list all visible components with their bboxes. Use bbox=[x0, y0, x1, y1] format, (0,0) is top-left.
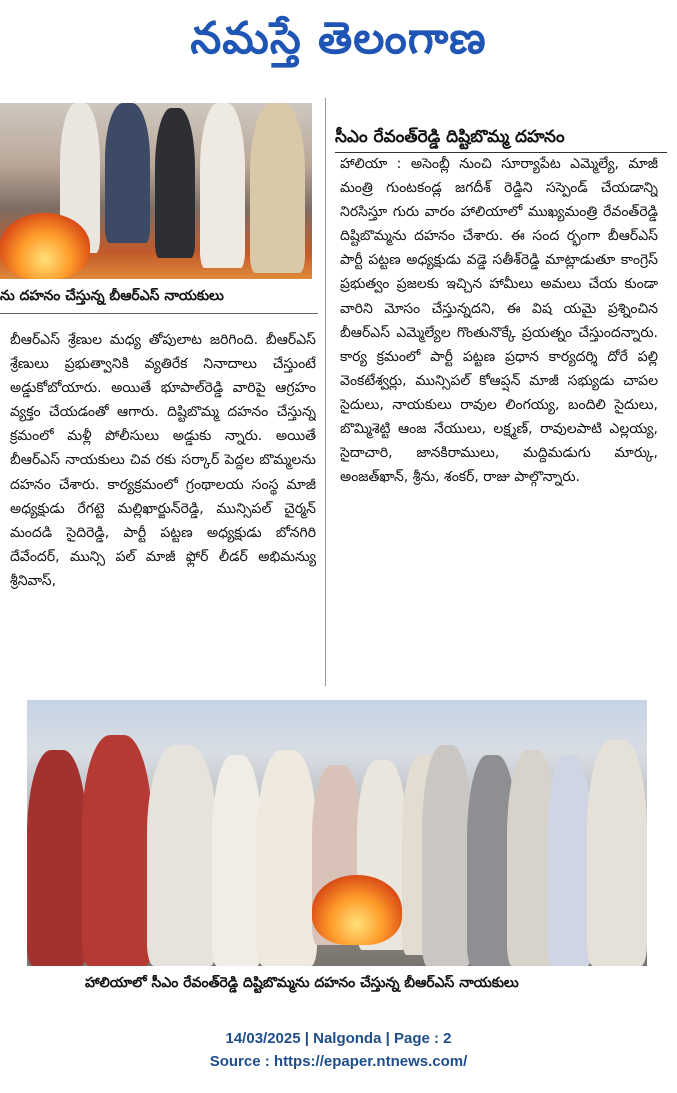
article-body-left bbox=[10, 328, 316, 688]
caption-divider bbox=[0, 313, 318, 314]
left-column-text: బీఆర్ఎస్ శ్రేణుల మధ్య తోపులాట జరిగింది. బీఆర్ఎస్ శ్రేణులు ప్రభుత్వానికి వ్యతిరేక నినాదాలు చేస్తుంటే అడ్డుకోబోయారు. అయితే భూపాల్‌రెడ్డి వారిపై ఆగ్రహం వ్యక్తం చేయడంతో ఆగారు. దిష్టిబొమ్మ దహనం చేస్తున్న క్రమంలో మళ్లీ పోలీసులు అడ్డుకు న్నారు. అయితే బీఆర్ఎస్ నాయకులు చివ రకు సర్కార్ పెద్దల బొమ్మలను దహనం చేశారు. కార్యక్రమంలో గ్రంథాలయ సంస్థ మాజీ అధ్యక్షుడు రేగట్టె మల్లిఖార్జున్‌రెడ్డి, మున్సిపల్ చైర్మన్ మందడి సైదిరెడ్డి, పార్టీ పట్టణ అధ్యక్షుడు బోనగిరి దేవేందర్, మున్సి పల్ మాజీ ఫ్లోర్ లీడర్ అభిమన్యు శ్రీనివాస్, bbox=[10, 332, 316, 589]
bottom-photo-caption: హాలియాలో సీఎం రేవంత్‌రెడ్డి దిష్టిబొమ్మను దహనం చేస్తున్న బీఆర్ఎస్ నాయకులు bbox=[85, 975, 519, 991]
protest-photo-bottom bbox=[27, 700, 647, 966]
article-headline: సీఎం రేవంత్‌రెడ్డి దిష్టిబొమ్మ దహనం bbox=[335, 122, 667, 153]
masthead-logo: నమస్తే తెలంగాణ bbox=[190, 13, 487, 64]
footer-source: Source : https://epaper.ntnews.com/ bbox=[209, 1053, 468, 1070]
footer-date-edition: 14/03/2025 | Nalgonda | Page : 2 bbox=[225, 1030, 452, 1047]
protest-photo-top bbox=[0, 103, 312, 279]
right-column-text: హాలియా : అసెంబ్లీ నుంచి సూర్యాపేట ఎమ్మెల్యే, మాజీ మంత్రి గుంటకండ్ల జగదీశ్ రెడ్డిని సస్పెండ్ చేయడాన్ని నిరసిస్తూ గురు వారం హాలియాలో ముఖ్యమంత్రి రేవంత్‌రెడ్డి దిష్టిబొమ్మను దహనం చేశారు. ఈ సంద ర్భంగా బీఆర్ఎస్ పార్టీ పట్టణ అధ్యక్షుడు వడ్డె సతీశ్‌రెడ్డి మాట్లాడుతూ కాంగ్రెస్ ప్రభుత్వం ప్రజలకు ఇచ్చిన హామీలు అమలు చేయ కుండా వారిని మోసం చేస్తున్నదని, ఈ విష యమై ప్రశ్నించిన బీఆర్ఎస్ ఎమ్మెల్యేల గొంతునొక్కే ప్రయత్నం చేస్తుందన్నారు. కార్య క్రమంలో పార్టీ పట్టణ ప్రధాన కార్యదర్శి దోరే పల్లి వెంకటేశ్వర్లు, మున్సిపల్ కోఆప్షన్ మాజీ సభ్యుడు చాపల సైదులు, నాయకులు రావుల లింగయ్య, బందిలి సైదులు, బొమ్మిశెట్టి ఆంజ నేయులు, లక్ష్మణ్, రావులపాటి ఎల్లయ్య, సైదాచారి, జానకిరాములు, మద్దిమడుగు మార్కు, అంజత్‌ఖాన్, శ్రీను, శంకర్, రాజు పాల్గొన్నారు. bbox=[340, 156, 658, 486]
top-photo-caption: ను దహనం చేస్తున్న బీఆర్ఎస్ నాయకులు bbox=[0, 288, 224, 304]
column-divider bbox=[325, 98, 326, 686]
article-body-right bbox=[340, 152, 658, 682]
